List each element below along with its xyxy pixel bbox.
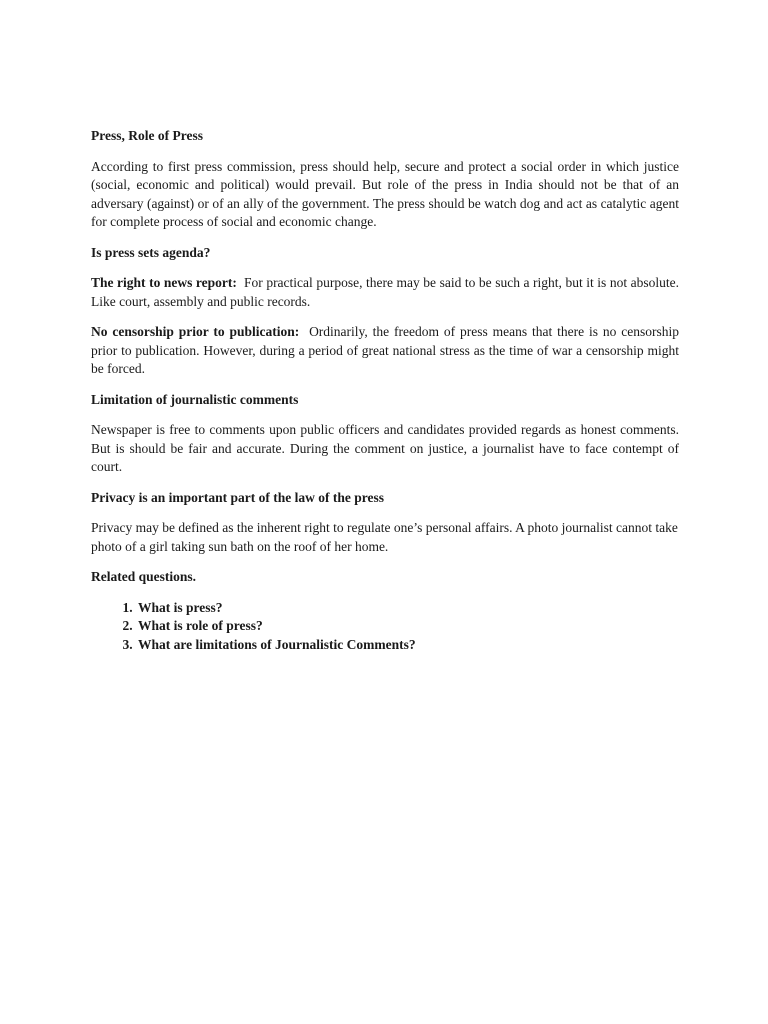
right-to-report-paragraph xyxy=(91,274,679,311)
limitation-paragraph: Newspaper is free to comments upon public officers and candidates provided regards as honest comments. But is should be fair and accurate. During the comment on justice, a journalist have to face contempt of court. xyxy=(91,422,679,474)
document-title: Press, Role of Press xyxy=(91,128,203,143)
no-censorship-lead: No censorship prior to publication: xyxy=(91,324,300,339)
privacy-heading: Privacy is an important part of the law of the press xyxy=(91,489,384,505)
list-item: 3. What are limitations of Journalistic Comments? xyxy=(136,636,679,655)
related-questions-heading: Related questions. xyxy=(91,569,197,584)
list-item: 1. What is press? xyxy=(136,599,679,618)
right-to-report-text: For practical purpose, there may be said to be such a right, but it is not absolute. Like court, assembly and public records. xyxy=(91,275,680,309)
intro-paragraph: According to first press commission, press should help, secure and protect a social order in which justice (social, economic and political) would prevail. But role of the press in India should not be that of an adversary (against) or of an ally of the government. The press should be watch dog and act as catalytic agent for complete process of social and economic change. xyxy=(91,158,679,229)
no-censorship-text: Ordinarily, the freedom of press means that there is no censorship prior to publication. However, during a period of great national stress as the time of war a censorship might be forced. xyxy=(91,324,679,376)
related-questions-list xyxy=(91,599,679,655)
agenda-question-heading: Is press sets agenda? xyxy=(91,244,211,260)
privacy-paragraph: Privacy may be defined as the inherent right to regulate one’s personal affairs. A photo journalist cannot take photo of a girl taking sun bath on the roof of her home. xyxy=(91,520,678,554)
right-to-report-lead: The right to news report: xyxy=(91,275,237,290)
no-censorship-paragraph xyxy=(91,323,679,379)
document-page xyxy=(91,127,679,654)
list-item: 2. What is role of press? xyxy=(136,617,679,636)
limitation-heading: Limitation of journalistic comments xyxy=(91,391,299,407)
